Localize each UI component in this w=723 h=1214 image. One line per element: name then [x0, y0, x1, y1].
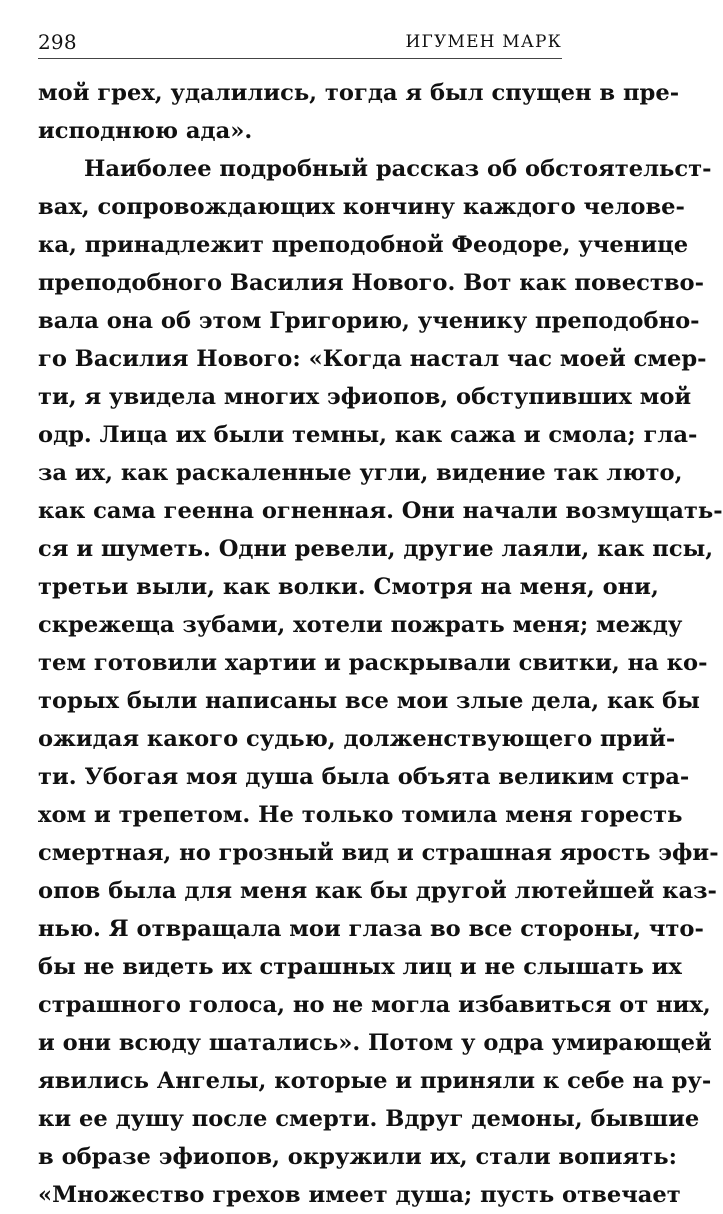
text-line: ся и шуметь. Одни ревели, другие лаяли, как псы,: [38, 536, 714, 562]
header-rule: [38, 58, 562, 59]
text-line: Наиболее подробный рассказ об обстоятельст-: [84, 156, 712, 182]
text-line: тем готовили хартии и раскрывали свитки, на ко-: [38, 650, 708, 676]
text-line: преподобного Василия Нового. Вот как повество-: [38, 270, 704, 296]
text-line: «Множество грехов имеет душа; пусть отвечает: [38, 1182, 681, 1208]
text-line: торых были написаны все мои злые дела, как бы: [38, 688, 700, 714]
text-line: ти. Убогая моя душа была объята великим стра-: [38, 764, 690, 790]
text-line: го Василия Нового: «Когда настал час моей смер-: [38, 346, 707, 372]
text-line: скрежеща зубами, хотели пожрать меня; между: [38, 612, 683, 638]
text-line: смертная, но грозный вид и страшная ярость эфи-: [38, 840, 719, 866]
text-line: ожидая какого судью, долженствующего прий-: [38, 726, 676, 752]
text-line: явились Ангелы, которые и приняли к себе на ру-: [38, 1068, 712, 1094]
text-line: опов была для меня как бы другой лютейшей каз-: [38, 878, 717, 904]
text-line: вала она об этом Григорию, ученику преподобно-: [38, 308, 700, 334]
text-line: третьи выли, как волки. Смотря на меня, они,: [38, 574, 659, 600]
running-title: ИГУМЕН МАРК: [405, 32, 562, 52]
text-line: ти, я увидела многих эфиопов, обступивших мой: [38, 384, 692, 410]
text-line: и они всюду шатались». Потом у одра умирающей: [38, 1030, 712, 1056]
text-line: вах, сопровождающих кончину каждого челове-: [38, 194, 685, 220]
paragraph-1: [38, 74, 680, 150]
text-line: исподнюю ада».: [38, 118, 253, 144]
text-line: одр. Лица их были темны, как сажа и смола; гла-: [38, 422, 698, 448]
text-line: мой грех, удалились, тогда я был спущен в пре-: [38, 80, 680, 106]
text-line: ки ее душу после смерти. Вдруг демоны, бывшие: [38, 1106, 700, 1132]
text-line: страшного голоса, но не могла избавиться от них,: [38, 992, 711, 1018]
text-line: ка, принадлежит преподобной Феодоре, ученице: [38, 232, 689, 258]
text-line: в образе эфиопов, окружили их, стали вопиять:: [38, 1144, 677, 1170]
running-head: [38, 30, 562, 56]
body-text: [38, 74, 723, 1214]
text-line: хом и трепетом. Не только томила меня горесть: [38, 802, 683, 828]
paragraph-2: [38, 150, 723, 1214]
text-line: за их, как раскаленные угли, видение так люто,: [38, 460, 683, 486]
text-line: нью. Я отвращала мои глаза во все стороны, что-: [38, 916, 704, 942]
text-line: бы не видеть их страшных лиц и не слышать их: [38, 954, 682, 980]
text-line: как сама геенна огненная. Они начали возмущать-: [38, 498, 723, 524]
page-number: 298: [38, 30, 77, 54]
